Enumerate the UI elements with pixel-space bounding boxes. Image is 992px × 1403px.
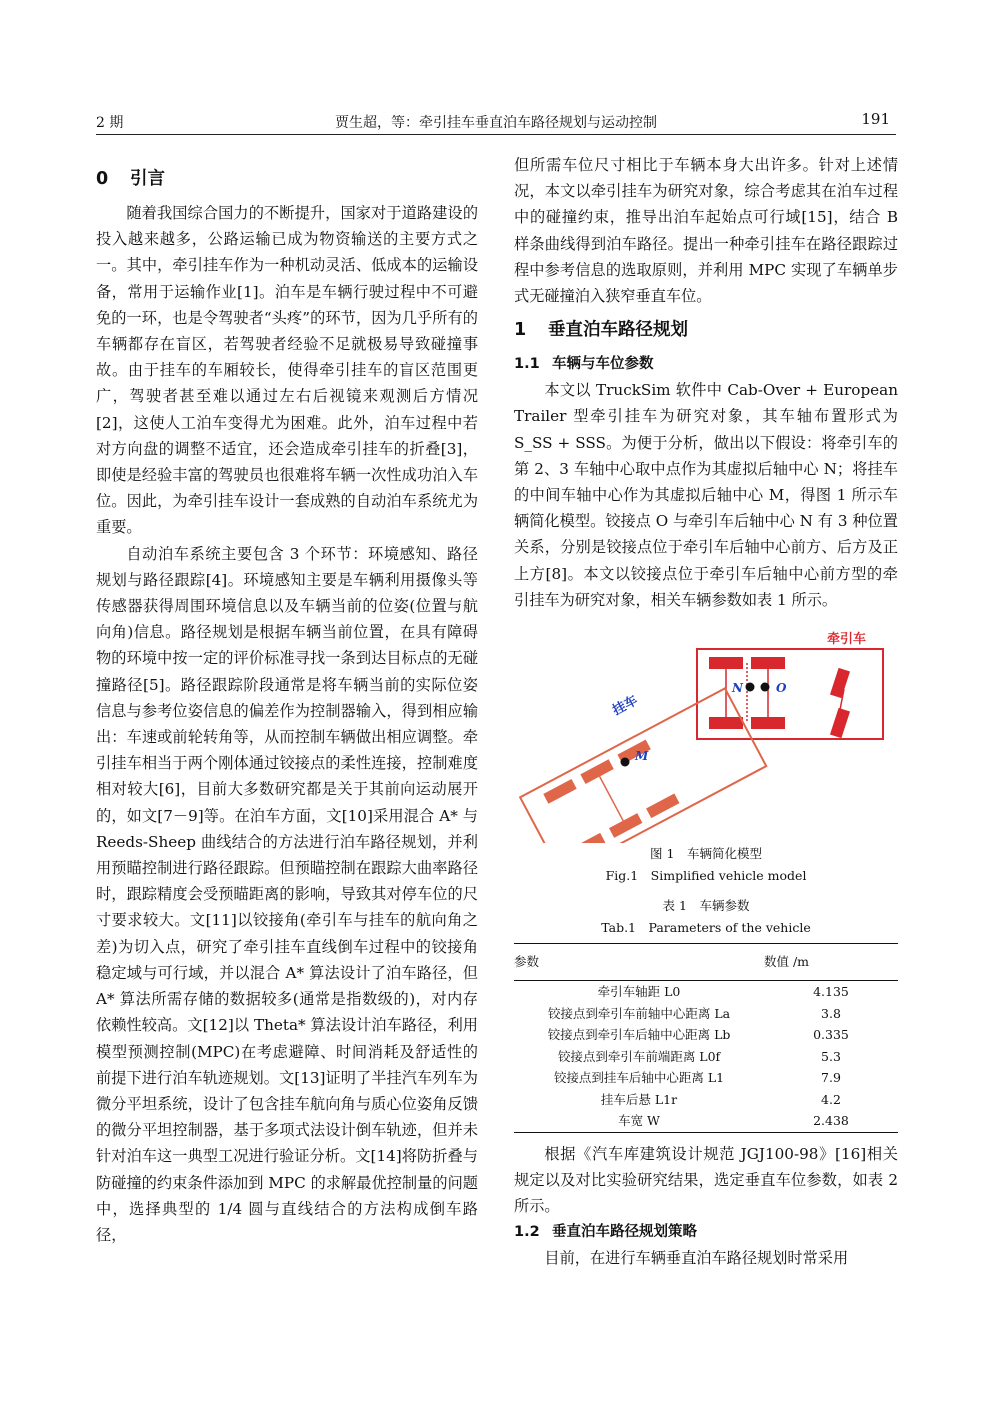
issue-number: 2 期 bbox=[96, 115, 124, 131]
trailer-axle bbox=[600, 777, 623, 821]
tractor-wheel bbox=[709, 657, 743, 669]
intro-paragraph-2: 自动泊车系统主要包含 3 个环节：环境感知、路径规划与路径跟踪[4]。环境感知主要是车辆利用摄像头等传感器获得周围环境信息以及车辆当前的位姿(位置与航向角)信息。路径规划是根据车辆当前位置，在具有障碍物的环境中按一定的评价标准寻找一条到达目标点的无碰撞路径[5]。路径跟踪阶段通常是将车辆当前的实际位姿信息与参考位姿信息的偏差作为控制器输入，得到相应输出：车速或前轮转角等，从而控制车辆做出相应调整。牵引挂车相当于两个刚体通过铰接点的柔性连接，控制难度相对较大[6]，目前大多数研究都是关于其前向运动展开的，如文[7－9]等。在泊车方面，文[10]采用混合 A* 与 Reeds-Sheep 曲线结合的方法进行泊车路径规划，并利用预瞄控制进行路径跟踪。但预瞄控制在跟踪大曲率路径时，跟踪精度会受预瞄距离的影响，导致其对停车位的尺寸要求较大。文[11]以铰接角(牵引车与挂车的航向角之差)为切入点，研究了牵引挂车直线倒车过程中的铰接角稳定域与可行域，并以混合 A* 算法设计了泊车路径，但 A* 算法所需存储的数据较多(通常是指数级的)，对内存依赖性较高。文[12]以 Theta* 算法设计泊车路径，利用模型预测控制(MPC)在考虑避障、时间消耗及舒适性的前提下进行泊车轨迹规划。文[13]证明了半挂汽车列车为微分平坦系统，设计了包含挂车航向角与质心位姿角反馈的微分平坦控制器，基于多项式法设计倒车轨迹，但并未针对泊车这一典型工况进行验证分析。文[14]将防折叠与防碰撞的约束条件添加到 MPC 的求解最优控制量的问题中，选择典型的 1/4 圆与直线结合的方法构成倒车路径， bbox=[96, 544, 478, 1244]
table-cell: 2.438 bbox=[764, 1110, 898, 1132]
table-cell: 4.2 bbox=[821, 1091, 841, 1107]
table-row bbox=[514, 1046, 898, 1068]
vehicle-model-diagram bbox=[514, 627, 898, 843]
subsection-number: 1.2 bbox=[514, 1224, 540, 1241]
vehicle-parameter-paragraph: 本文以 TruckSim 软件中 Cab-Over + European Trailer 型牵引挂车为研究对象，其车轴布置形式为 S_SS + SSS。为便于分析，做出以下假设：将牵引车的第 2、3 车轴中心取中点作为其虚拟后轴中心 N；将挂车的中间车轴中心作为其虚拟后轴中心 M，得图 1 所示车辆简化模型。铰接点 O 与牵引车后轴中心 N 有 3 种位置关系，分别是铰接点位于牵引车后轴中心前方、后方及正上方[8]。本文以铰接点位于牵引车后轴中心前方型的牵引挂车为研究对象，相关车辆参数如表 1 所示。 bbox=[514, 381, 898, 609]
table-cell: 铰接点到牵引车前端距离 L0f bbox=[557, 1048, 721, 1064]
table-cell: 挂车后悬 L1r bbox=[600, 1091, 678, 1107]
section-title: 引言 bbox=[130, 169, 165, 189]
table-row bbox=[514, 1110, 898, 1132]
subsection-title: 车辆与车位参数 bbox=[552, 356, 654, 373]
label-M: M bbox=[635, 749, 649, 764]
table-cell: 3.8 bbox=[821, 1005, 841, 1021]
table-cell: 铰接点到牵引车后轴中心距离 Lb bbox=[547, 1027, 731, 1043]
table-row bbox=[514, 1089, 898, 1111]
intro-paragraph-continued: 但所需车位尺寸相比于车辆本身大出许多。针对上述情况，本文以牵引挂车为研究对象，综合考虑其在泊车过程中的碰撞约束，推导出泊车起始点可行域[15]，结合 B 样条曲线得到泊车路径。提出一种牵引挂车在路径跟踪过程中参考信息的选取原则，并利用 MPC 实现了车辆单步式无碰撞泊入狭窄垂直车位。 bbox=[514, 156, 898, 306]
table-header-value: 数值 /m bbox=[764, 944, 898, 981]
label-N: N bbox=[732, 681, 743, 696]
vehicle-parameter-table bbox=[514, 943, 898, 1133]
table-row bbox=[514, 1003, 898, 1025]
tractor-wheel bbox=[709, 717, 743, 729]
table-row bbox=[514, 981, 898, 1003]
section-heading-0 bbox=[96, 164, 478, 194]
point-O bbox=[761, 683, 770, 692]
table-cell: 0.335 bbox=[813, 1027, 849, 1043]
point-M bbox=[621, 758, 630, 767]
figure-caption-en: Fig.1 Simplified vehicle model bbox=[605, 868, 807, 884]
parking-space-paragraph: 根据《汽车库建筑设计规范 JGJ100-98》[16]相关规定以及对比实验研究结果，选定垂直车位参数，如表 2 所示。 bbox=[514, 1144, 898, 1216]
tractor-label: 牵引车 bbox=[827, 632, 867, 648]
strategy-paragraph: 目前，在进行车辆垂直泊车路径规划时常采用 bbox=[544, 1249, 849, 1268]
trailer-outline bbox=[520, 688, 766, 843]
left-column bbox=[96, 164, 478, 1248]
intro-paragraph-1: 随着我国综合国力的不断提升，国家对于道路建设的投入越来越多，公路运输已成为物资输送的主要方式之一。其中，牵引挂车作为一种机动灵活、低成本的运输设备，常用于运输作业[1]。泊车是车辆行驶过程中不可避免的一环，也是令驾驶者“头疼”的环节，因为几乎所有的车辆都存在盲区，若驾驶者经验不足就极易导致碰撞事故。由于挂车的车厢较长，使得牵引挂车的盲区范围更广，驾驶者甚至难以通过左右后视镜来观测后方情况[2]，这使人工泊车变得尤为困难。此外，泊车过程中若对方向盘的调整不适宜，还会造成牵引挂车的折叠[3]，即使是经验丰富的驾驶员也很难将车辆一次性成功泊入车位。因此，为牵引挂车设计一套成熟的自动泊车系统尤为重要。 bbox=[96, 204, 478, 537]
section-number: 0 bbox=[96, 169, 109, 189]
right-column bbox=[514, 152, 898, 1272]
trailer-label: 挂车 bbox=[610, 693, 641, 719]
subsection-heading-1-1 bbox=[514, 351, 898, 377]
point-N bbox=[746, 683, 755, 692]
section-heading-1 bbox=[514, 315, 898, 345]
table-row bbox=[514, 1024, 898, 1046]
figure-caption-cn: 图 1 车辆简化模型 bbox=[650, 846, 762, 862]
table-header-param: 参数 bbox=[514, 944, 764, 981]
table-cell: 车宽 W bbox=[514, 1110, 764, 1132]
table-cell: 5.3 bbox=[821, 1048, 841, 1064]
running-header bbox=[96, 108, 896, 135]
figure-1-vehicle-model bbox=[514, 627, 898, 843]
tractor-wheel bbox=[751, 717, 785, 729]
running-title: 贾生超，等：牵引挂车垂直泊车路径规划与运动控制 bbox=[335, 115, 657, 131]
table-cell: 7.9 bbox=[821, 1070, 841, 1086]
table-cell: 4.135 bbox=[813, 984, 849, 1000]
subsection-title: 垂直泊车路径规划策略 bbox=[552, 1224, 697, 1241]
section-number: 1 bbox=[514, 320, 527, 341]
subsection-heading-1-2 bbox=[514, 1219, 898, 1245]
subsection-number: 1.1 bbox=[514, 356, 540, 373]
label-O: O bbox=[776, 681, 787, 696]
section-title: 垂直泊车路径规划 bbox=[548, 320, 688, 341]
table-cell: 牵引车轴距 L0 bbox=[597, 984, 681, 1000]
tractor-front-wheel bbox=[830, 668, 850, 698]
table-cell: 铰接点到挂车后轴中心距离 L1 bbox=[553, 1070, 725, 1086]
tractor-wheel bbox=[751, 657, 785, 669]
page-number: 191 bbox=[861, 110, 890, 128]
table-cell: 铰接点到牵引车前轴中心距离 La bbox=[547, 1005, 731, 1021]
table-header-row bbox=[514, 944, 898, 981]
table-caption-cn: 表 1 车辆参数 bbox=[662, 898, 750, 914]
table-caption-en: Tab.1 Parameters of the vehicle bbox=[601, 920, 811, 936]
trailer-wheel bbox=[572, 833, 605, 843]
table-row bbox=[514, 1067, 898, 1089]
